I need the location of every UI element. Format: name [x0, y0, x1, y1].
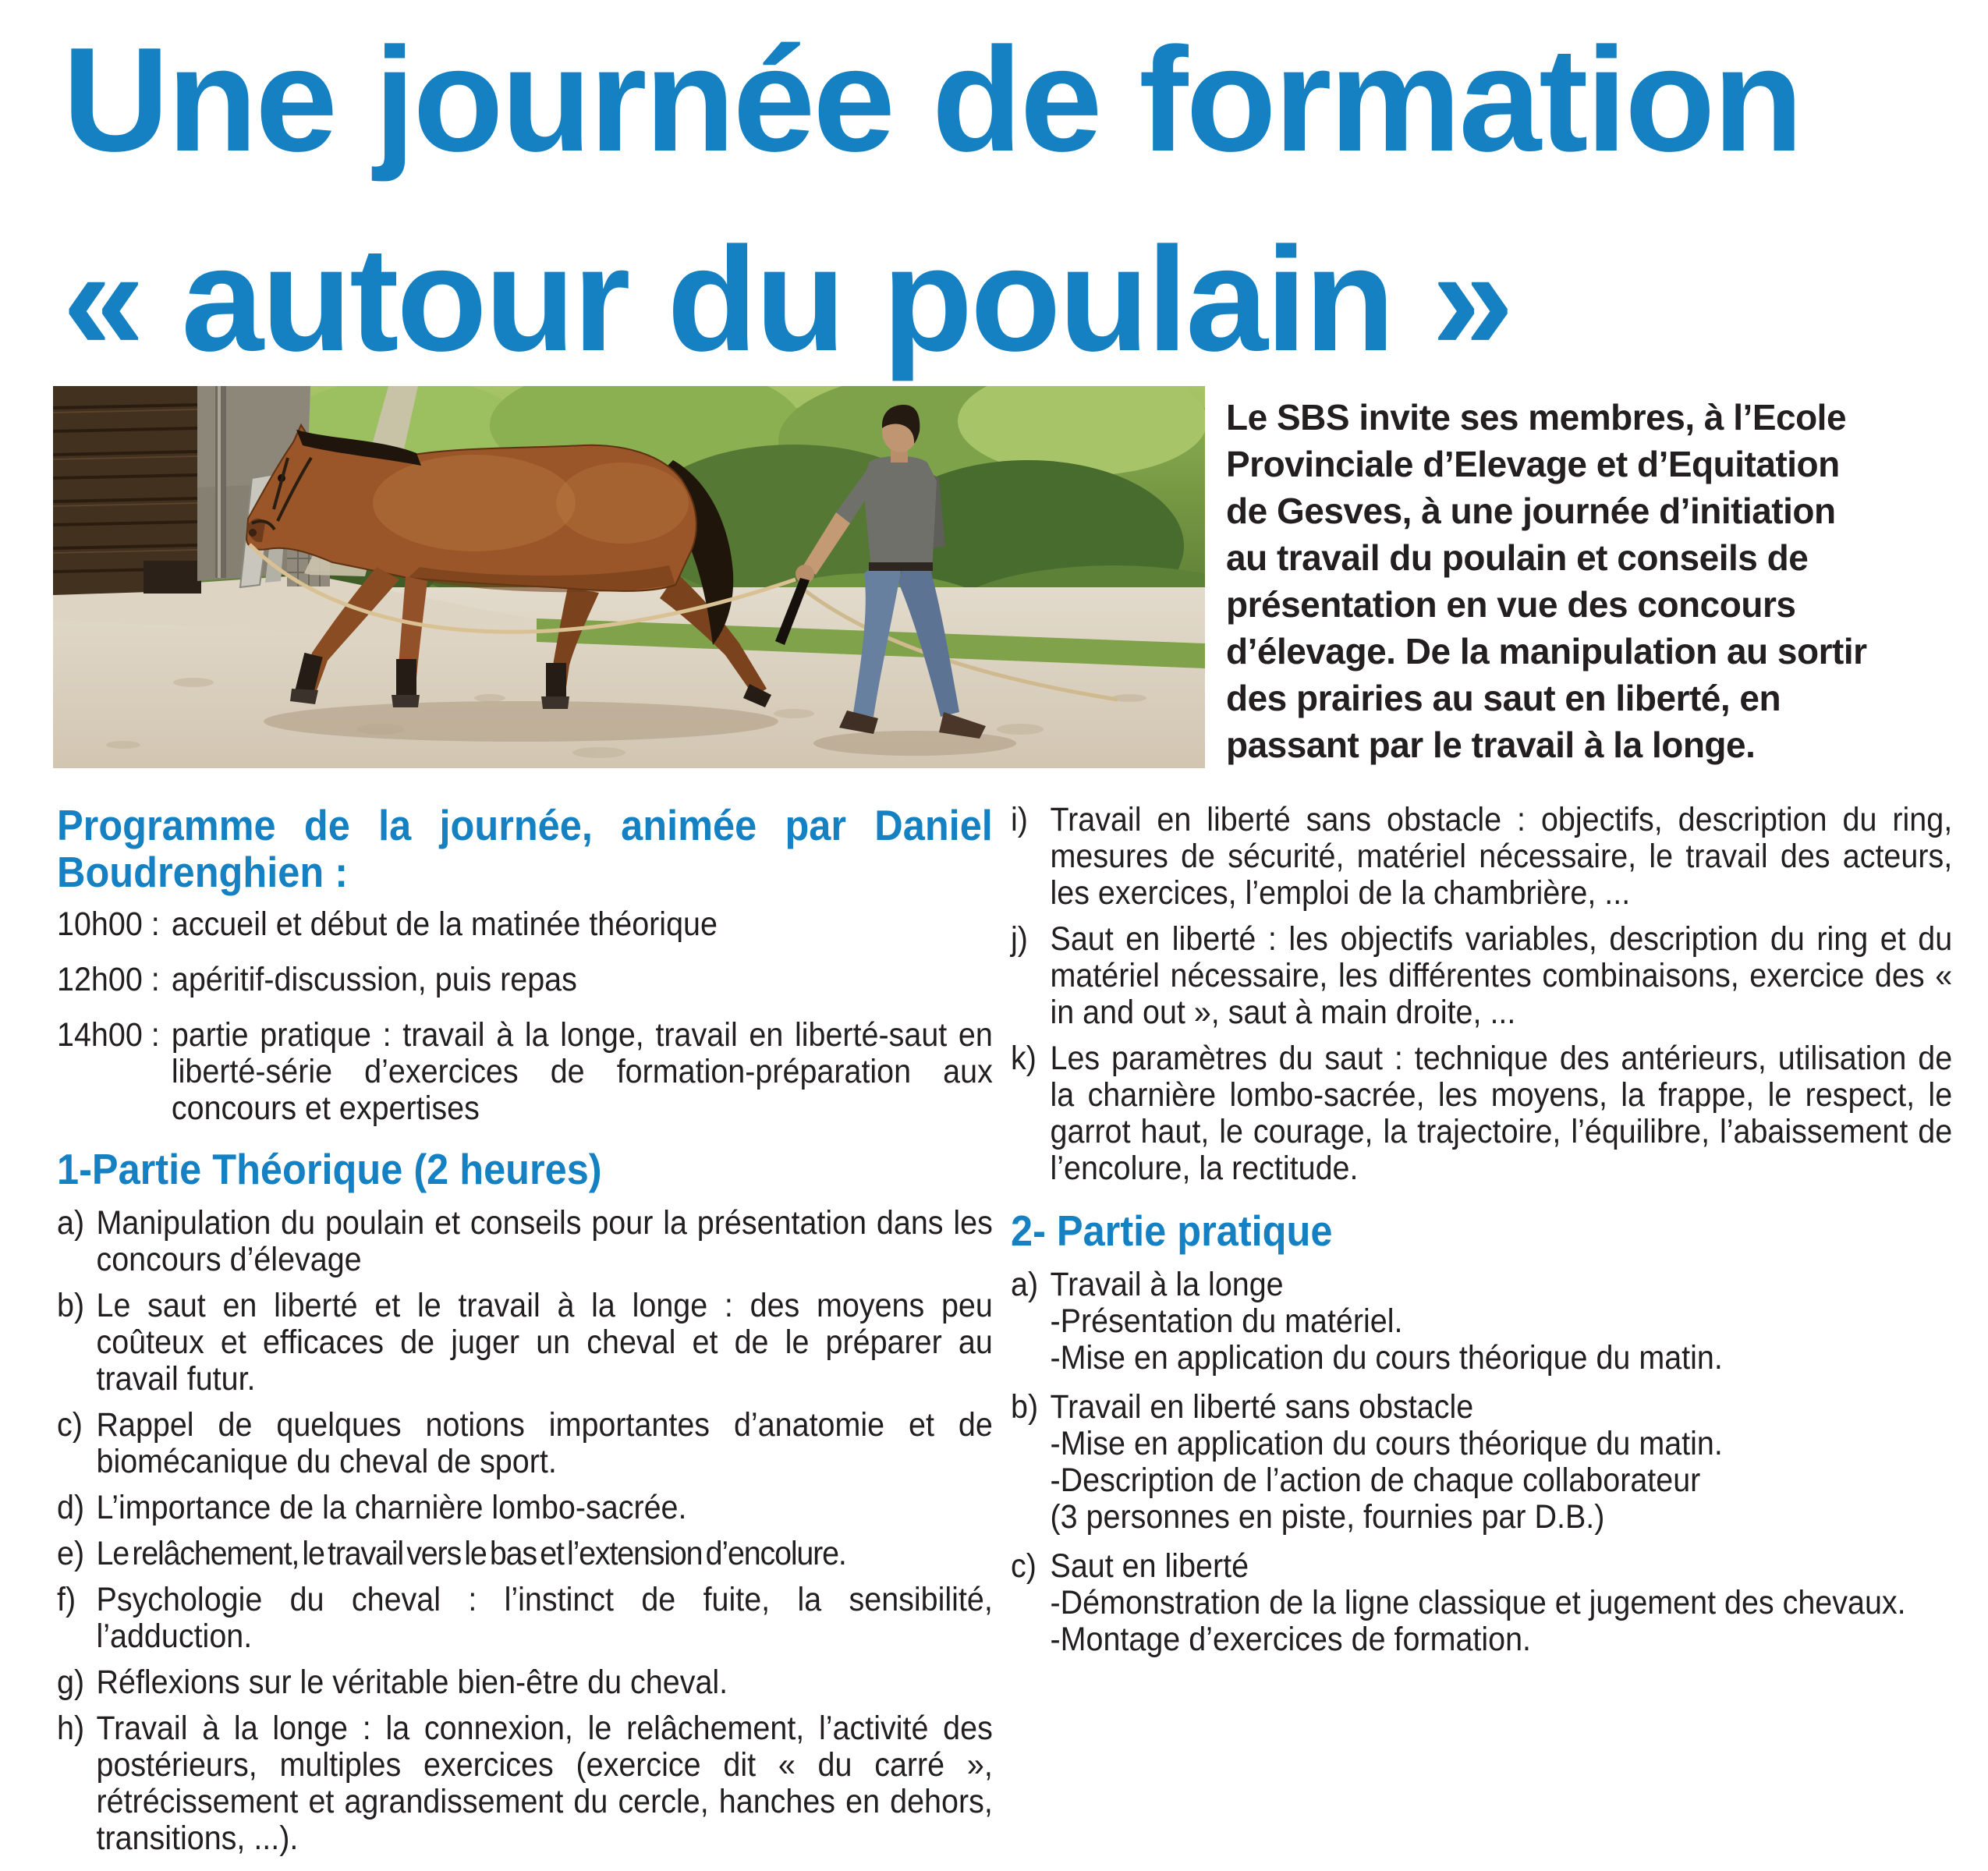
schedule-item: [57, 1017, 993, 1127]
intro-line: de Gesves, à une journée d’initiation: [1226, 491, 1836, 531]
item-text: Réflexions sur le véritable bien-être du cheval.: [96, 1664, 728, 1701]
list-item: [1011, 1040, 1952, 1187]
schedule-text: apéritif-discussion, puis repas: [171, 961, 577, 998]
theory-heading: 1-Partie Théorique (2 heures): [57, 1145, 602, 1193]
item-text: Travail à la longe : la connexion, le relâchement, l’activité des postérieurs, multiples exercices (exercice dit « du carré », rétrécissement et agrandissement du cercle, hanches en dehors, transitions, ...).: [96, 1710, 993, 1857]
list-item: [57, 1664, 993, 1701]
practice-sub-line: -Présentation du matériel.: [1050, 1302, 1403, 1340]
practice-heading: 2- Partie pratique: [1011, 1207, 1333, 1255]
item-text: L’importance de la charnière lombo-sacrée.: [96, 1489, 687, 1526]
practice-sub-line: -Montage d’exercices de formation.: [1050, 1621, 1532, 1658]
item-marker: k): [1011, 1040, 1037, 1077]
item-text: Les paramètres du saut : technique des antérieurs, utilisation de la charnière lombo-sacrée, les moyens, la frappe, le respect, le garrot haut, le courage, la trajectoire, l’équilibre, l’abaissement de l’encolure, la rectitude.: [1050, 1040, 1953, 1187]
practice-sub-line: -Mise en application du cours théorique du matin.: [1050, 1425, 1723, 1462]
item-marker: g): [57, 1664, 85, 1701]
list-item: [57, 1407, 993, 1480]
schedule-time: 14h00 :: [57, 1016, 160, 1054]
intro-line: passant par le travail à la longe.: [1226, 725, 1756, 765]
practice-item: [1011, 1389, 1952, 1536]
list-item: [1011, 802, 1952, 912]
list-item: [57, 1288, 993, 1398]
list-item: [1011, 921, 1952, 1031]
list-item: [57, 1582, 993, 1655]
intro-line: Le SBS invite ses membres, à l’Ecole: [1226, 397, 1847, 438]
intro-paragraph: [1226, 394, 1986, 768]
handler-shadow: [813, 731, 1016, 756]
schedule-text: partie pratique : travail à la longe, travail en liberté-saut en liberté-série d’exercices de formation-préparation aux concours et expertises: [171, 1016, 993, 1127]
item-text: Le relâchement, le travail vers le bas et l’extension d’encolure.: [96, 1535, 846, 1572]
practice-sub-line: -Mise en application du cours théorique du matin.: [1050, 1339, 1723, 1377]
item-marker: i): [1011, 801, 1028, 838]
schedule-time: 12h00 :: [57, 961, 160, 998]
item-text: Psychologie du cheval : l’instinct de fuite, la sensibilité, l’adduction.: [96, 1581, 993, 1655]
list-item: [57, 1536, 993, 1572]
item-marker: b): [57, 1287, 85, 1324]
barn-wall: [53, 386, 201, 595]
item-marker: c): [1011, 1547, 1037, 1585]
practice-sub-line: -Démonstration de la ligne classique et jugement des chevaux.: [1050, 1584, 1906, 1621]
practice-sub-line: -Description de l’action de chaque collaborateur: [1050, 1462, 1701, 1499]
schedule-text: accueil et début de la matinée théorique: [171, 905, 718, 943]
item-marker: h): [57, 1710, 85, 1747]
item-text: Rappel de quelques notions importantes d’anatomie et de biomécanique du cheval de sport.: [96, 1406, 993, 1480]
schedule-item: [57, 962, 993, 998]
item-marker: j): [1011, 920, 1028, 958]
page-title-line1: Une journée de formation: [62, 17, 1802, 182]
item-marker: d): [57, 1489, 85, 1526]
item-text: Le saut en liberté et le travail à la longe : des moyens peu coûteux et efficaces de juger un cheval et de le préparer au travail futur.: [96, 1287, 993, 1398]
item-marker: b): [1011, 1388, 1039, 1426]
horse-lunging-photo: [53, 386, 1205, 768]
left-column: [57, 802, 993, 1866]
practice-sub-line: (3 personnes en piste, fournies par D.B.): [1050, 1498, 1605, 1536]
item-text: Saut en liberté : les objectifs variables, description du ring et du matériel nécessaire, les différentes combinaisons, exercice des « in and out », saut à main droite, ...: [1050, 920, 1953, 1031]
item-text: Manipulation du poulain et conseils pour la présentation dans les concours d’élevage: [96, 1204, 993, 1278]
schedule-item: [57, 906, 993, 943]
item-marker: e): [57, 1535, 85, 1572]
item-marker: f): [57, 1581, 76, 1618]
horse-shadow: [264, 701, 778, 742]
item-marker: c): [57, 1406, 83, 1444]
page-title-line2: « autour du poulain »: [62, 217, 1512, 382]
list-item: [57, 1490, 993, 1526]
program-heading: Programme de la journée, animée par Daniel Boudrenghien :: [57, 801, 993, 896]
practice-item-title: Travail en liberté sans obstacle: [1050, 1388, 1474, 1426]
practice-item-title: Travail à la longe: [1050, 1266, 1284, 1303]
intro-line: Provinciale d’Elevage et d’Equitation: [1226, 444, 1840, 484]
practice-item: [1011, 1548, 1952, 1658]
list-item: [57, 1205, 993, 1278]
item-text: Travail en liberté sans obstacle : objectifs, description du ring, mesures de sécurité, matériel nécessaire, le travail des acteurs, les exercices, l’emploi de la chambrière, ...: [1050, 801, 1953, 912]
practice-item: [1011, 1267, 1952, 1377]
right-column: [1011, 802, 1952, 1671]
practice-item-title: Saut en liberté: [1050, 1547, 1249, 1585]
item-marker: a): [1011, 1266, 1039, 1303]
schedule-time: 10h00 :: [57, 905, 160, 943]
intro-line: présentation en vue des concours: [1226, 584, 1796, 625]
list-item: [57, 1710, 993, 1857]
item-marker: a): [57, 1204, 85, 1242]
intro-line: au travail du poulain et conseils de: [1226, 537, 1809, 578]
page-title: [62, 0, 1801, 399]
intro-line: des prairies au saut en liberté, en: [1226, 678, 1781, 718]
intro-line: d’élevage. De la manipulation au sortir: [1226, 631, 1867, 672]
